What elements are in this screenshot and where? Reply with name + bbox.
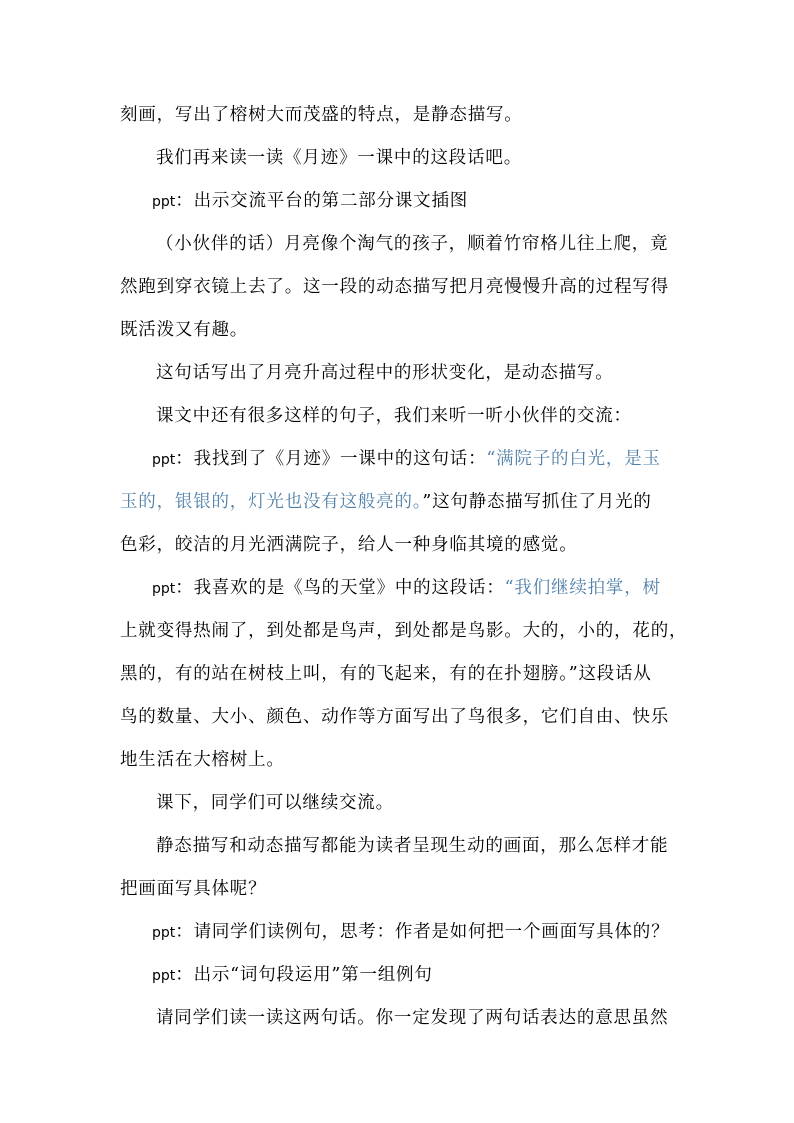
- line-text: 课下，同学们可以继续交流。: [156, 793, 394, 813]
- text-line: [120, 322, 680, 340]
- text-line: [120, 494, 680, 512]
- line-text: 请同学们读一读这两句话。你一定发现了两句话表达的意思虽然: [156, 1008, 669, 1028]
- line-text: 把画面写具体呢？: [120, 879, 267, 899]
- text-line: [120, 709, 680, 727]
- line-text: 刻画，写出了榕树大而茂盛的特点，是静态描写。: [120, 105, 523, 125]
- ppt-tag: ppt: [152, 581, 176, 597]
- line-text: ：出示“词句段运用”第一组例句: [175, 965, 433, 985]
- text-line: [156, 1010, 716, 1028]
- ppt-line: [152, 580, 712, 598]
- text-line: [120, 621, 688, 641]
- ppt-tag: ppt: [152, 968, 176, 984]
- text-line: [120, 666, 680, 684]
- quoted-text: “我们继续拍掌，树: [504, 578, 661, 598]
- text-line: [120, 752, 680, 770]
- ppt-line: [152, 451, 712, 469]
- text-line: [156, 795, 716, 813]
- text-line: [120, 537, 680, 555]
- line-text: ：我喜欢的是《鸟的天堂》中的这段话：: [175, 578, 505, 598]
- line-text: ：请同学们读例句，思考：作者是如何把一个画面写具体的？: [175, 922, 670, 942]
- line-text: 黑的，有的站在树枝上叫，有的飞起来，有的在扑翅膀。”这段话从: [120, 664, 652, 684]
- line-text: 鸟的数量、大小、颜色、动作等方面写出了鸟很多，它们自由、快乐: [120, 707, 669, 727]
- text-line: [156, 408, 716, 426]
- ppt-tag: ppt: [152, 194, 176, 210]
- quoted-text: 玉的，银银的，灯光也没有这般亮的。: [120, 492, 423, 512]
- text-line: [156, 838, 716, 856]
- ppt-tag: ppt: [152, 452, 176, 468]
- quoted-text: “满院子的白光，是玉: [486, 449, 661, 469]
- ppt-line: [152, 967, 712, 985]
- text-line: [120, 881, 680, 899]
- line-text: 这句话写出了月亮升高过程中的形状变化，是动态描写。: [156, 363, 614, 383]
- line-text: 既活泼又有趣。: [120, 320, 249, 340]
- line-text: （小伙伴的话）月亮像个淘气的孩子，顺着竹帘格儿往上爬，竟: [156, 234, 669, 254]
- text-line: [156, 236, 716, 254]
- text-line: [120, 279, 680, 297]
- line-text: 静态描写和动态描写都能为读者呈现生动的画面，那么怎样才能: [156, 836, 669, 856]
- line-text: 地生活在大榕树上。: [120, 750, 285, 770]
- text-line: [156, 365, 716, 383]
- ppt-tag: ppt: [152, 925, 176, 941]
- ppt-line: [152, 193, 712, 211]
- text-line: [120, 107, 680, 125]
- line-text: ：我找到了《月迹》一课中的这句话：: [175, 449, 487, 469]
- line-text: 色彩，皎洁的月光洒满院子，给人一种身临其境的感觉。: [120, 535, 578, 555]
- line-text: ”这句静态描写抓住了月光的: [422, 492, 652, 512]
- line-text: 上就变得热闹了，到处都是鸟声，到处都是鸟影。大的，小的，花的，: [120, 621, 688, 641]
- ppt-line: [152, 924, 712, 942]
- line-text: 课文中还有很多这样的句子，我们来听一听小伙伴的交流：: [156, 406, 632, 426]
- text-line: [156, 150, 716, 168]
- line-text: ：出示交流平台的第二部分课文插图: [175, 191, 469, 211]
- line-text: 我们再来读一读《月迹》一课中的这段话吧。: [156, 148, 522, 168]
- line-text: 然跑到穿衣镜上去了。这一段的动态描写把月亮慢慢升高的过程写得: [120, 277, 669, 297]
